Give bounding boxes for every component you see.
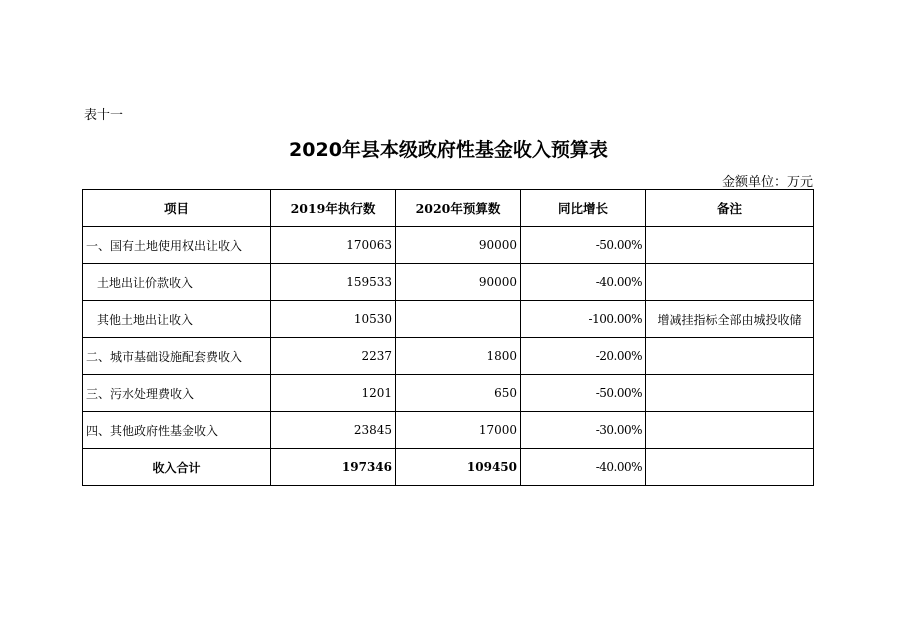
table-row bbox=[83, 301, 814, 338]
row-growth: -20.00% bbox=[521, 338, 646, 375]
row-exec-2019: 23845 bbox=[271, 412, 396, 449]
column-header-exec-2019: 2019年执行数 bbox=[271, 190, 396, 227]
row-remark: 增减挂指标全部由城投收储 bbox=[646, 301, 814, 338]
amount-unit-label: 金额单位：万元 bbox=[721, 175, 813, 190]
table-row bbox=[83, 264, 814, 301]
table-row bbox=[83, 375, 814, 412]
table-row bbox=[83, 338, 814, 375]
table-number: 表十一 bbox=[84, 108, 124, 123]
budget-table bbox=[82, 189, 814, 486]
column-header-item: 项目 bbox=[83, 190, 271, 227]
page-title: 2020年县本级政府性基金收入预算表 bbox=[289, 139, 608, 161]
row-remark bbox=[646, 375, 814, 412]
row-growth: -100.00% bbox=[521, 301, 646, 338]
row-growth: -40.00% bbox=[521, 264, 646, 301]
column-header-remark: 备注 bbox=[646, 190, 814, 227]
row-exec-2019: 1201 bbox=[271, 375, 396, 412]
table-row bbox=[83, 227, 814, 264]
table-header-row bbox=[83, 190, 814, 227]
row-exec-2019: 10530 bbox=[271, 301, 396, 338]
row-remark bbox=[646, 338, 814, 375]
row-item: 四、其他政府性基金收入 bbox=[83, 412, 271, 449]
table-row bbox=[83, 412, 814, 449]
row-exec-2019: 170063 bbox=[271, 227, 396, 264]
row-exec-2019: 159533 bbox=[271, 264, 396, 301]
row-growth: -50.00% bbox=[521, 375, 646, 412]
total-growth: -40.00% bbox=[521, 449, 646, 486]
row-remark bbox=[646, 264, 814, 301]
total-row bbox=[83, 449, 814, 486]
row-exec-2019: 2237 bbox=[271, 338, 396, 375]
row-budget-2020: 650 bbox=[396, 375, 521, 412]
row-budget-2020 bbox=[396, 301, 521, 338]
total-label: 收入合计 bbox=[83, 449, 271, 486]
row-remark bbox=[646, 412, 814, 449]
row-budget-2020: 90000 bbox=[396, 264, 521, 301]
row-growth: -30.00% bbox=[521, 412, 646, 449]
column-header-growth: 同比增长 bbox=[521, 190, 646, 227]
row-item: 土地出让价款收入 bbox=[83, 264, 271, 301]
total-exec-2019: 197346 bbox=[271, 449, 396, 486]
row-item: 其他土地出让收入 bbox=[83, 301, 271, 338]
row-remark bbox=[646, 227, 814, 264]
column-header-budget-2020: 2020年预算数 bbox=[396, 190, 521, 227]
row-item: 三、污水处理费收入 bbox=[83, 375, 271, 412]
row-item: 二、城市基础设施配套费收入 bbox=[83, 338, 271, 375]
total-remark bbox=[646, 449, 814, 486]
row-budget-2020: 1800 bbox=[396, 338, 521, 375]
row-budget-2020: 90000 bbox=[396, 227, 521, 264]
row-growth: -50.00% bbox=[521, 227, 646, 264]
row-budget-2020: 17000 bbox=[396, 412, 521, 449]
total-budget-2020: 109450 bbox=[396, 449, 521, 486]
row-item: 一、国有土地使用权出让收入 bbox=[83, 227, 271, 264]
